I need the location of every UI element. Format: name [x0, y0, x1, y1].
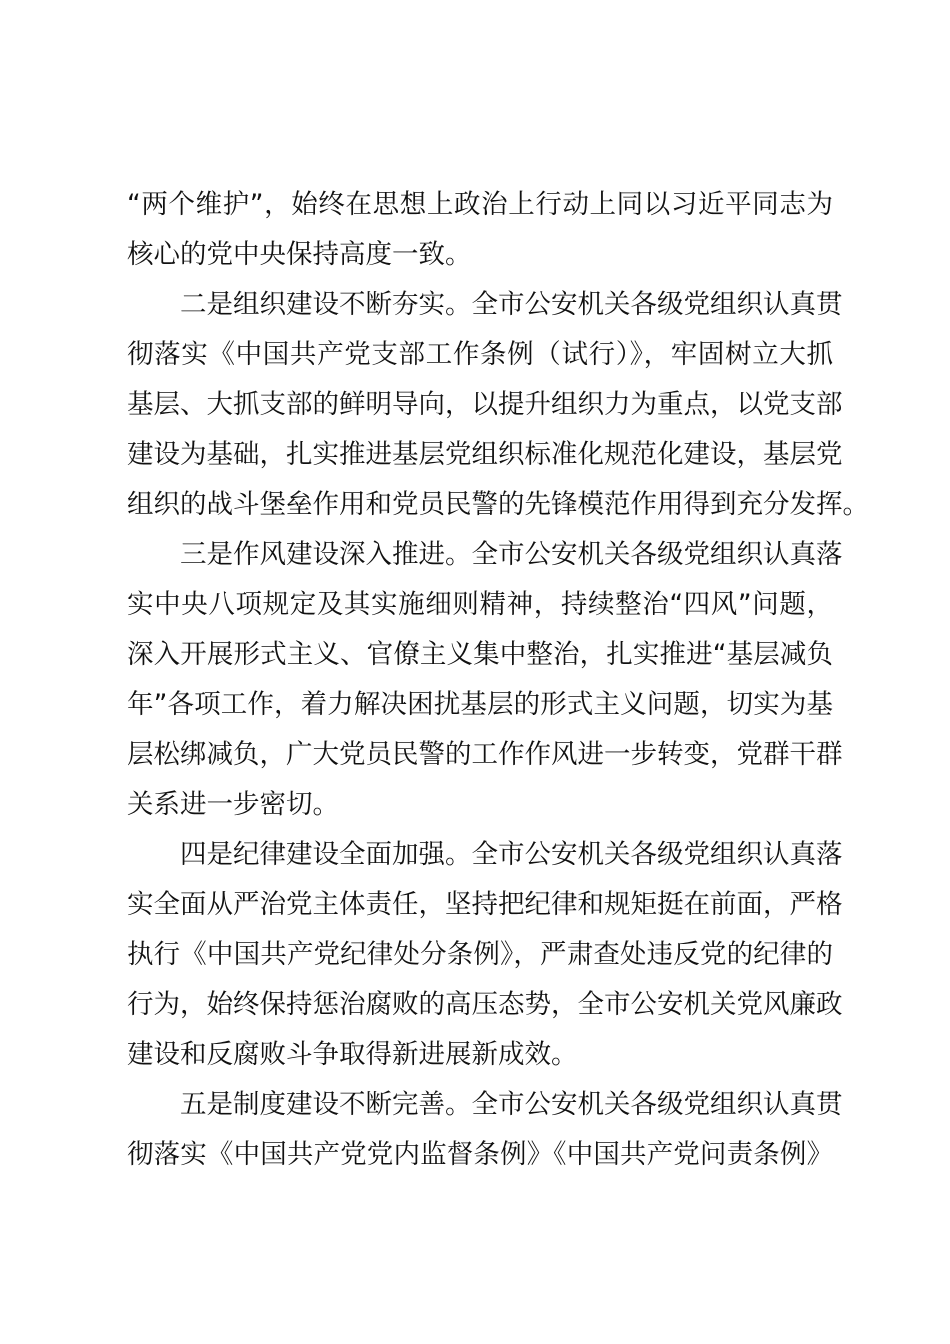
text-line: 实全面从严治党主体责任，坚持把纪律和规矩挺在前面，严格 [127, 889, 843, 920]
text-line: 彻落实《中国共产党党内监督条例》《中国共产党问责条例》 [127, 1139, 833, 1170]
text-line: 层松绑减负，广大党员民警的工作作风进一步转变，党群干群 [127, 739, 843, 770]
text-line: 彻落实《中国共产党支部工作条例（试行）》，牢固树立大抓 [127, 339, 833, 370]
text-line: 组织的战斗堡垒作用和党员民警的先锋模范作用得到充分发挥。 [127, 489, 869, 520]
text-line: 基层、大抓支部的鲜明导向，以提升组织力为重点，以党支部 [127, 389, 843, 420]
text-line: 实中央八项规定及其实施细则精神，持续整治“四风”问题， [127, 589, 833, 620]
paragraph-institution [127, 1080, 843, 1180]
text-line: 二是组织建设不断夯实。全市公安机关各级党组织认真贯 [180, 289, 843, 320]
text-line: 核心的党中央保持高度一致。 [127, 239, 472, 270]
text-line: 三是作风建设深入推进。全市公安机关各级党组织认真落 [180, 539, 843, 570]
text-line: 建设和反腐败斗争取得新进展新成效。 [127, 1039, 578, 1070]
paragraph-work-style [127, 530, 843, 830]
paragraph-organization [127, 280, 869, 530]
document-body [127, 180, 869, 1180]
text-line: 年”各项工作，着力解决困扰基层的形式主义问题，切实为基 [127, 689, 833, 720]
paragraph-continuation [127, 180, 833, 280]
text-line: 四是纪律建设全面加强。全市公安机关各级党组织认真落 [180, 839, 843, 870]
text-line: 建设为基础，扎实推进基层党组织标准化规范化建设，基层党 [127, 439, 843, 470]
text-line: 深入开展形式主义、官僚主义集中整治，扎实推进“基层减负 [127, 639, 833, 670]
paragraph-discipline [127, 830, 843, 1080]
text-line: 行为，始终保持惩治腐败的高压态势，全市公安机关党风廉政 [127, 989, 843, 1020]
text-line: 五是制度建设不断完善。全市公安机关各级党组织认真贯 [180, 1089, 843, 1120]
text-line: 关系进一步密切。 [127, 789, 339, 820]
text-line: “两个维护”，始终在思想上政治上行动上同以习近平同志为 [127, 189, 833, 220]
text-line: 执行《中国共产党纪律处分条例》，严肃查处违反党的纪律的 [127, 939, 833, 970]
